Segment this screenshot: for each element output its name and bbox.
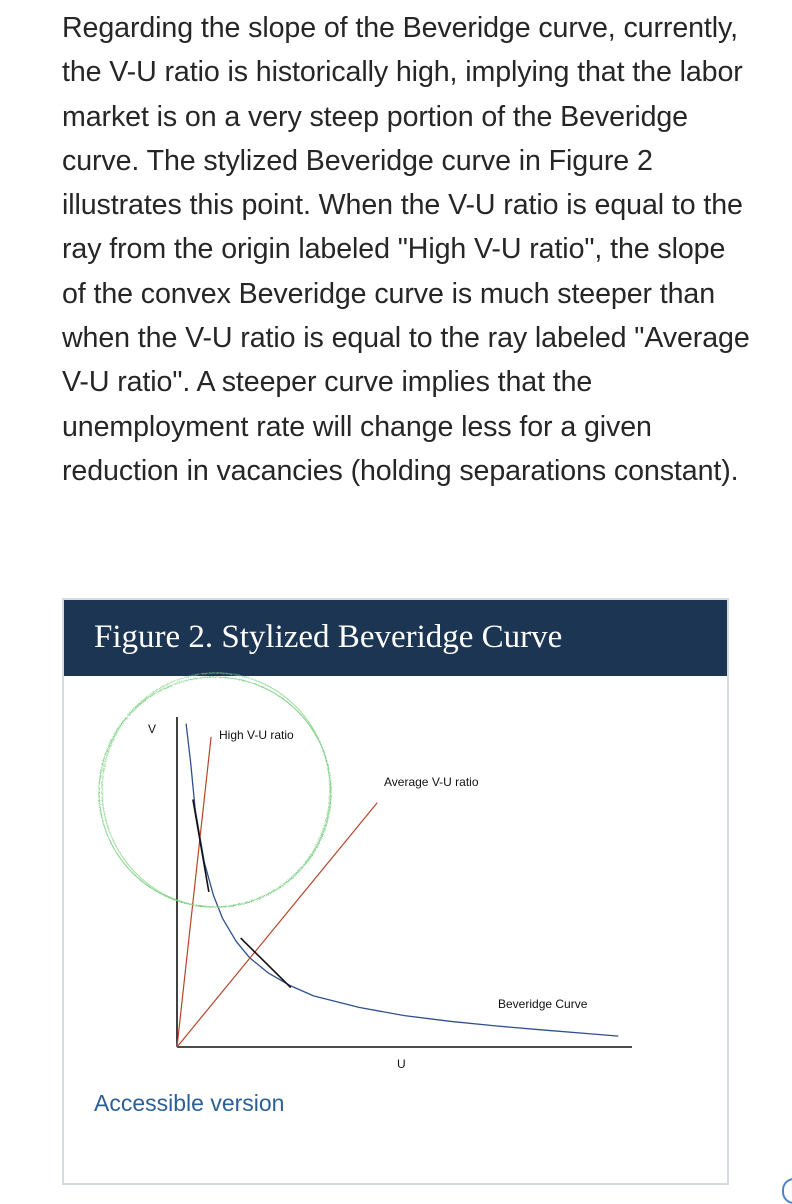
annotation-average-vu-ratio: Average V-U ratio — [384, 775, 479, 789]
figure-panel — [62, 598, 729, 1185]
x-axis-label: U — [397, 1057, 406, 1071]
annotation-high-vu-ratio: High V-U ratio — [219, 728, 294, 742]
article-paragraph: Regarding the slope of the Beveridge curve, currently, the V-U ratio is historically high, implying that the labor market is on a very steep portion of the Beveridge curve. The stylized Beveridge curve in Figure 2 illustrates this point. When the V-U ratio is equal to the ray from the origin labeled "High V-U ratio", the slope of the convex Beveridge curve is much steeper than when the V-U ratio is equal to the ray labeled "Average V-U ratio". A steeper curve implies that the unemployment rate will change less for a given reduction in vacancies (holding separations constant). — [62, 12, 750, 487]
tangent-line-flat — [241, 938, 291, 988]
average-vu-ratio-ray — [177, 803, 377, 1047]
high-vu-ratio-ray — [177, 737, 211, 1047]
y-axis-label: V — [148, 722, 157, 736]
figure-title: Figure 2. Stylized Beveridge Curve — [94, 619, 563, 655]
annotation-beveridge-curve: Beveridge Curve — [498, 997, 588, 1011]
beveridge-curve-line — [186, 724, 618, 1037]
accessible-version-link[interactable]: Accessible version — [94, 1090, 285, 1116]
highlight-layer — [99, 673, 331, 907]
highlight-circle — [99, 673, 331, 907]
side-tab-handle[interactable] — [782, 1178, 792, 1204]
